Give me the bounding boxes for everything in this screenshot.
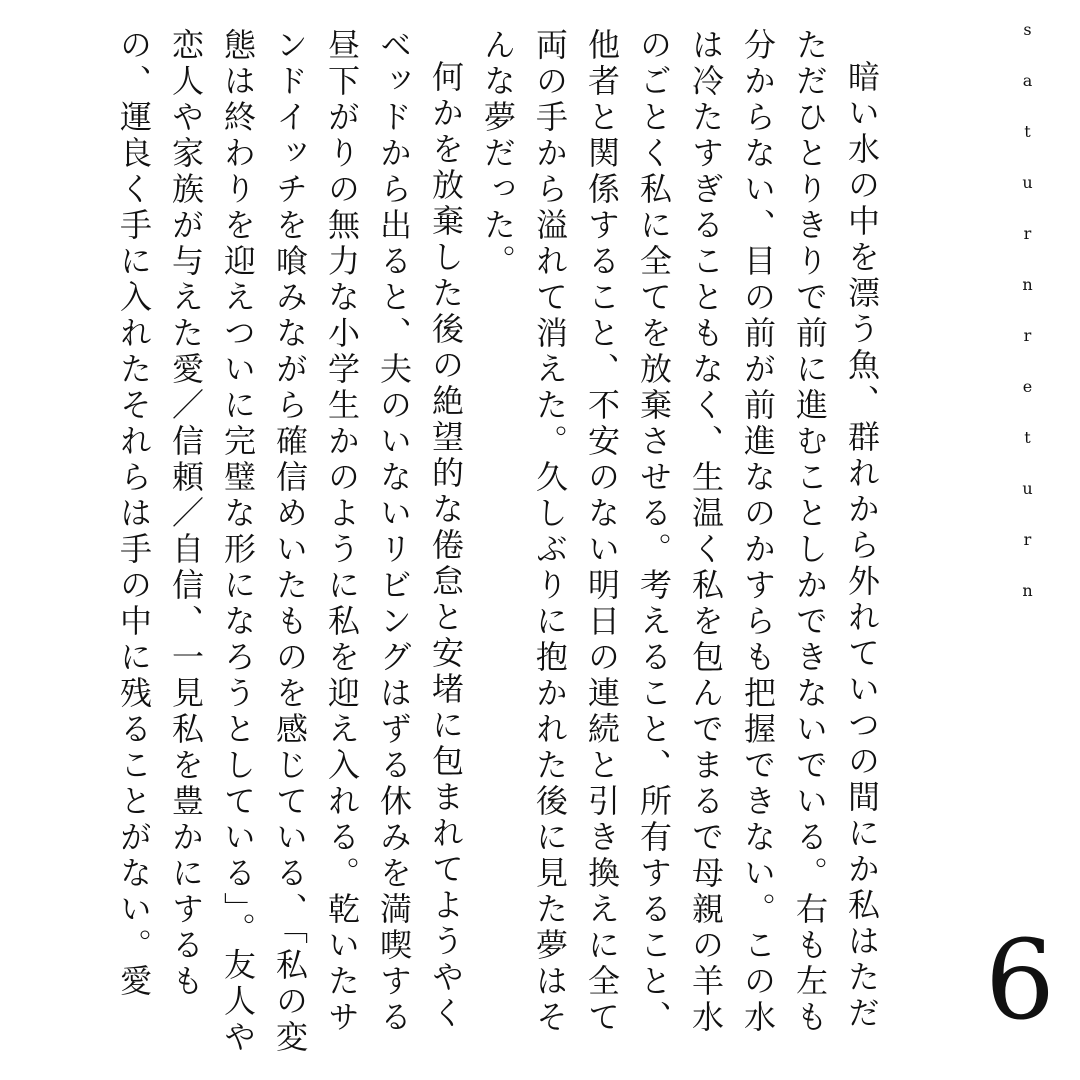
paragraph-1: 暗い水の中を漂う魚、群れから外れていつの間にか私はただただひとりきりで前に進むことしかできないでいる。右も左も分からない、目の前が前進なのかすらも把握できない。この水は冷たすぎることもなく、生温く私を包んでまるで母親の羊水のごとく私に全てを放棄させる。考えること、所有すること、他者と関係すること、不安のない明日の連続と引き換えに全て両の手から溢れて消えた。久しぶりに抱かれた後に見た夢はそんな夢だった。 [479,28,881,1036]
series-title: saturnreturn [1018,20,1037,632]
page-number: 6 [985,916,1055,1044]
paragraph-2: 何かを放棄した後の絶望的な倦怠と安堵に包まれてようやくベッドから出ると、夫のいないリビングはずる休みを満喫する昼下がりの無力な小学生かのように私を迎え入れる。乾いたサンドイッチを喰みながら確信めいたものを感じている、「私の変態は終わりを迎えついに完璧な形になろうとしている」。友人や恋人や家族が与えた愛／信頼／自信、一見私を豊かにするもの、運良く手に入れたそれらは手の中に残ることがない。愛 [115,28,465,1056]
body-text [108,28,888,1058]
